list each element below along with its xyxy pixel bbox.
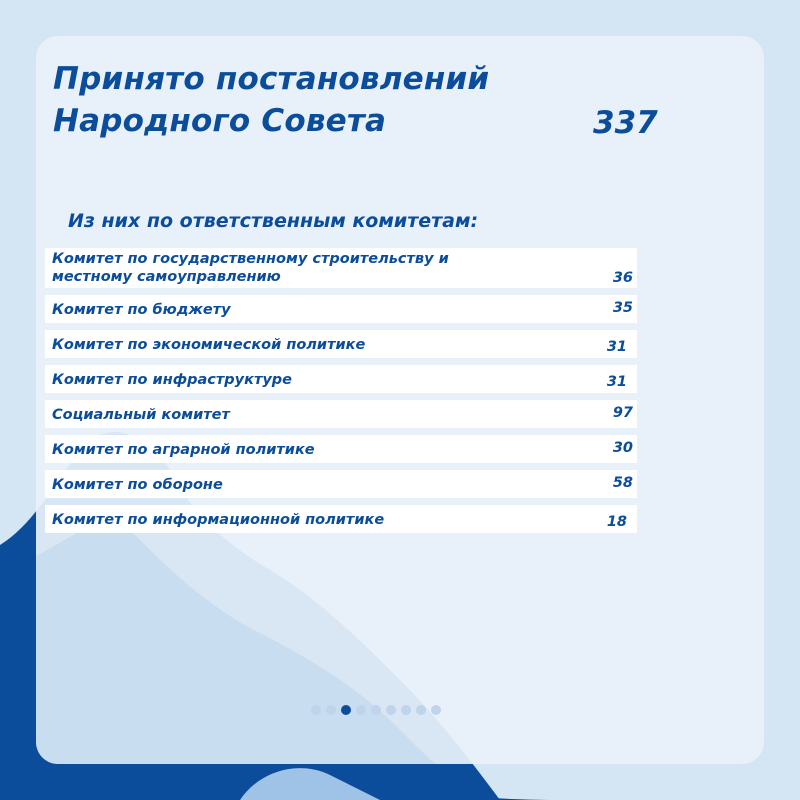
pagination-dot-active[interactable] bbox=[341, 705, 351, 715]
committee-name: Комитет по государственному строительству и местному самоуправлению bbox=[52, 251, 449, 285]
pagination-dot[interactable] bbox=[431, 705, 441, 715]
committee-count: 97 bbox=[612, 405, 633, 421]
pagination-dot[interactable] bbox=[416, 705, 426, 715]
page-title bbox=[53, 58, 489, 142]
committee-count: 18 bbox=[606, 514, 627, 530]
table-row bbox=[45, 470, 637, 498]
table-row bbox=[45, 400, 637, 428]
pagination-dot[interactable] bbox=[326, 705, 336, 715]
committee-count: 31 bbox=[606, 374, 627, 390]
pagination-dot[interactable] bbox=[371, 705, 381, 715]
committee-name: Социальный комитет bbox=[52, 407, 230, 423]
pagination-dot[interactable] bbox=[356, 705, 366, 715]
table-row bbox=[45, 365, 637, 393]
total-count: 337 bbox=[593, 105, 658, 141]
pagination-dot[interactable] bbox=[386, 705, 396, 715]
committee-name: Комитет по экономической политике bbox=[52, 337, 366, 353]
committee-name: Комитет по бюджету bbox=[52, 302, 231, 318]
table-row bbox=[45, 330, 637, 358]
committee-name: Комитет по информационной политике bbox=[52, 512, 385, 528]
section-subtitle: Из них по ответственным комитетам: bbox=[68, 210, 479, 232]
committee-name: Комитет по обороне bbox=[52, 477, 223, 493]
committee-count: 35 bbox=[612, 300, 633, 316]
table-row bbox=[45, 505, 637, 533]
committee-name: Комитет по инфраструктуре bbox=[52, 372, 293, 388]
pagination-dot[interactable] bbox=[311, 705, 321, 715]
committee-count: 36 bbox=[612, 270, 633, 286]
committee-count: 30 bbox=[612, 440, 633, 456]
committee-name: Комитет по аграрной политике bbox=[52, 442, 315, 458]
committee-count: 58 bbox=[612, 475, 633, 491]
committee-table bbox=[45, 248, 637, 540]
table-row bbox=[45, 295, 637, 323]
committee-count: 31 bbox=[606, 339, 627, 355]
title-line-2: Народного Совета bbox=[53, 103, 387, 139]
table-row bbox=[45, 248, 637, 288]
pagination-dots bbox=[311, 705, 441, 715]
pagination-dot[interactable] bbox=[401, 705, 411, 715]
table-row bbox=[45, 435, 637, 463]
title-line-1: Принято постановлений bbox=[53, 61, 490, 97]
